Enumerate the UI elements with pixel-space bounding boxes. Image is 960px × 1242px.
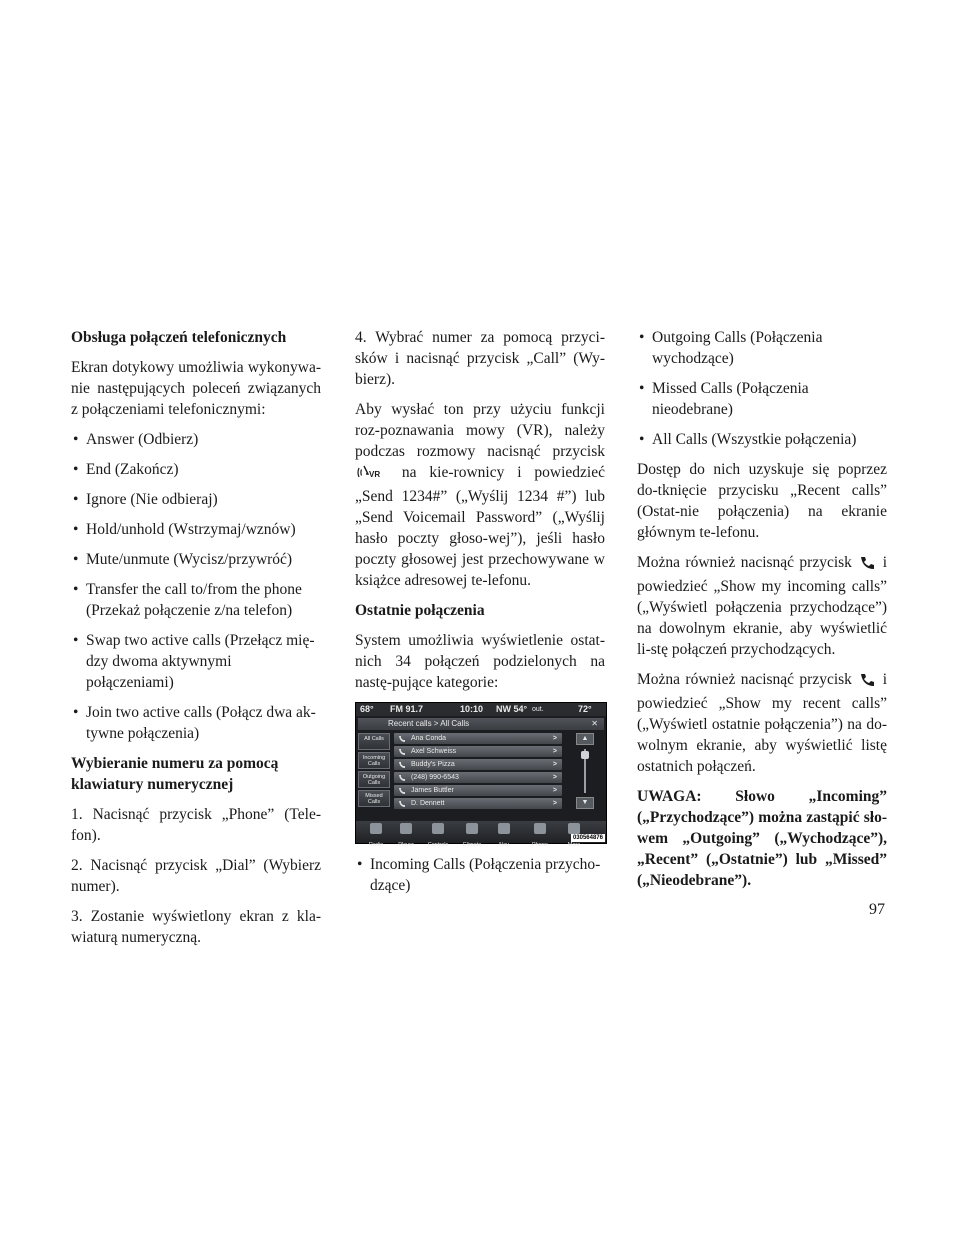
column-right	[637, 327, 887, 900]
temp-left: 68°	[360, 704, 374, 714]
tab-outgoing-calls[interactable]: Outgoing Calls	[358, 771, 390, 788]
tab-missed-calls[interactable]: Missed Calls	[358, 790, 390, 807]
scroll-up-button[interactable]: ▲	[576, 733, 594, 745]
dock-label: Phone	[532, 842, 548, 848]
recent-calls-list	[394, 733, 562, 811]
outside-label: out.	[532, 706, 544, 713]
incoming-voice-paragraph	[637, 552, 887, 660]
list-item[interactable]	[394, 759, 562, 770]
dock-label: Radio	[368, 842, 384, 848]
contact-name: Buddy's Pizza	[411, 761, 455, 768]
step-4: 4. Wybrać numer za pomocą przyci-sków i nacisnąć przycisk „Call” (Wy-bierz).	[355, 329, 605, 388]
phone-icon	[398, 800, 406, 807]
phone-icon	[398, 761, 406, 768]
column-middle	[355, 327, 605, 905]
controls-icon	[432, 823, 444, 834]
player-icon	[400, 823, 412, 834]
radio-icon	[370, 823, 382, 834]
intro-paragraph: Ekran dotykowy umożliwia wykonywa-nie następujących poleceń związanych z połączeniami telefonicznymi:	[71, 359, 321, 418]
list-item[interactable]	[394, 746, 562, 757]
step-3: 3. Zostanie wyświetlony ekran z kla-wiaturą numeryczną.	[71, 908, 321, 946]
clock: 10:10	[460, 704, 484, 714]
dock-label: Nav	[499, 842, 509, 848]
contact-name: James Buttler	[411, 787, 454, 794]
contact-name: Axel Schweiss	[411, 748, 457, 755]
list-item: • Incoming Calls (Połączenia przycho-dzące)	[355, 854, 605, 896]
phone-icon	[398, 787, 406, 794]
svg-text:VR: VR	[369, 470, 381, 479]
climate-icon	[466, 823, 478, 834]
nav-icon	[498, 823, 510, 834]
vr-text-after: na kie-rownicy i powiedzieć „Send 1234#” („Wyślij 1234 #”) lub „Send Voicemail Password” („Wyślij hasło poczty głoso-wej”), jeśli hasło poczty głosowej jest przechowywane w książce adresowej te-lefonu.	[355, 464, 606, 589]
tab-incoming-calls[interactable]: Incoming Calls	[358, 752, 390, 769]
scroll-thumb[interactable]	[581, 751, 589, 759]
contact-name: Ana Conda	[411, 735, 447, 742]
list-item: • Ignore (Nie odbieraj)	[71, 489, 321, 510]
figure-code: 030564876	[572, 835, 603, 841]
breadcrumb	[358, 718, 604, 730]
list-item: • Swap two active calls (Przełącz mię-dzy dwoma aktywnymi połączeniami)	[71, 630, 321, 693]
list-item: • Join two active calls (Połącz dwa ak-tywne połączenia)	[71, 702, 321, 744]
categories-list-cont	[637, 327, 887, 450]
note-paragraph: UWAGA: Słowo „Incoming” („Przychodzące”) można zastąpić sło-wem „Outgoing” („Wychodzące”), „Recent” („Ostatnie”) lub „Missed” („Nieodebrane”).	[637, 788, 887, 889]
list-item[interactable]	[394, 785, 562, 796]
chevron-right-icon: >	[552, 787, 557, 794]
phone-icon	[398, 735, 406, 742]
column-left	[71, 327, 321, 957]
compass: NW 54°	[496, 704, 528, 714]
chevron-right-icon: >	[552, 761, 557, 768]
status-bar	[356, 703, 606, 716]
text-before: Można również nacisnąć przycisk	[637, 671, 852, 688]
chevron-right-icon: >	[552, 774, 557, 781]
list-item[interactable]	[394, 772, 562, 783]
call-filter-tabs	[358, 733, 390, 809]
section-heading-recent: Ostatnie połączenia	[355, 602, 485, 619]
scrollbar[interactable]	[568, 733, 602, 809]
recent-voice-paragraph	[637, 669, 887, 777]
list-item: • Hold/unhold (Wstrzymaj/wznów)	[71, 519, 321, 540]
vr-paragraph	[355, 399, 605, 591]
recent-calls-screen	[355, 702, 607, 848]
section-heading-dialing: Wybieranie numeru za pomocą klawiatury numerycznej	[71, 755, 279, 793]
text-after: i powiedzieć „Show my recent calls” („Wyświetl ostatnie połączenia”) na do-wolnym ekranie, aby wyświetlić listę ostatnich połączeń.	[637, 671, 887, 775]
contact-name: D. Dennett	[411, 800, 445, 807]
phone-icon	[398, 748, 406, 755]
chevron-right-icon: >	[552, 800, 557, 807]
categories-list	[355, 854, 605, 896]
bottom-dock	[356, 821, 606, 848]
temp-right: 72°	[578, 704, 592, 714]
list-item: • End (Zakończ)	[71, 459, 321, 480]
step-1: 1. Nacisnąć przycisk „Phone” (Tele-fon).	[71, 806, 321, 844]
contact-name: (248) 990-6543	[411, 774, 459, 781]
step-2: 2. Nacisnąć przycisk „Dial” (Wybierz numer).	[71, 857, 321, 895]
phone-icon	[859, 555, 875, 576]
access-paragraph: Dostęp do nich uzyskuje się poprzez do-tknięcie przycisku „Recent calls” (Ostat-nie połączenia) na ekranie głównym te-lefonu.	[637, 461, 887, 541]
list-item: • Missed Calls (Połączenia nieodebrane)	[637, 378, 887, 420]
list-item: • Transfer the call to/from the phone (Przekaż połączenie z/na telefon)	[71, 579, 321, 621]
recent-intro: System umożliwia wyświetlenie ostat-nich 34 połączeń podzielonych na nastę-pujące kategorie:	[355, 632, 605, 691]
list-item[interactable]	[394, 733, 562, 744]
text-after: i powiedzieć „Show my incoming calls” („Wyświetl połączenia przychodzące”) na dowolnym ekranie, aby wyświetlić li-stę połączeń przychodzących.	[637, 554, 887, 658]
dock-label: Player	[398, 842, 414, 848]
phone-icon	[534, 823, 546, 834]
close-button[interactable]: ✕	[591, 719, 598, 728]
chevron-right-icon: >	[552, 748, 557, 755]
more-icon	[568, 823, 580, 834]
list-item: • Answer (Odbierz)	[71, 429, 321, 450]
text-before: Można również nacisnąć przycisk	[637, 554, 852, 571]
list-item[interactable]	[394, 798, 562, 809]
dock-label: More	[567, 842, 581, 848]
chevron-right-icon: >	[552, 735, 557, 742]
list-item: • Mute/unmute (Wycisz/przywróć)	[71, 549, 321, 570]
dock-label: Controls	[427, 842, 449, 848]
list-item: • Outgoing Calls (Połączenia wychodzące)	[637, 327, 887, 369]
call-commands-list	[71, 429, 321, 744]
phone-icon	[859, 672, 875, 693]
section-heading: Obsługa połączeń telefonicznych	[71, 329, 287, 346]
radio-station: FM 91.7	[390, 704, 424, 714]
breadcrumb-text: Recent calls > All Calls	[388, 719, 470, 728]
vr-text-before: Aby wysłać ton przy użyciu funkcji roz-poznawania mowy (VR), należy podczas rozmowy nacisnąć przycisk	[355, 401, 605, 460]
page-number: 97	[869, 901, 885, 918]
dock-nav[interactable]	[484, 821, 524, 848]
phone-icon	[398, 774, 406, 781]
scroll-down-button[interactable]: ▼	[576, 797, 594, 809]
dock-label: Climate	[462, 842, 482, 848]
voice-recognition-icon	[357, 465, 387, 486]
list-item: • All Calls (Wszystkie połączenia)	[637, 429, 887, 450]
tab-all-calls[interactable]: All Calls	[358, 733, 390, 750]
